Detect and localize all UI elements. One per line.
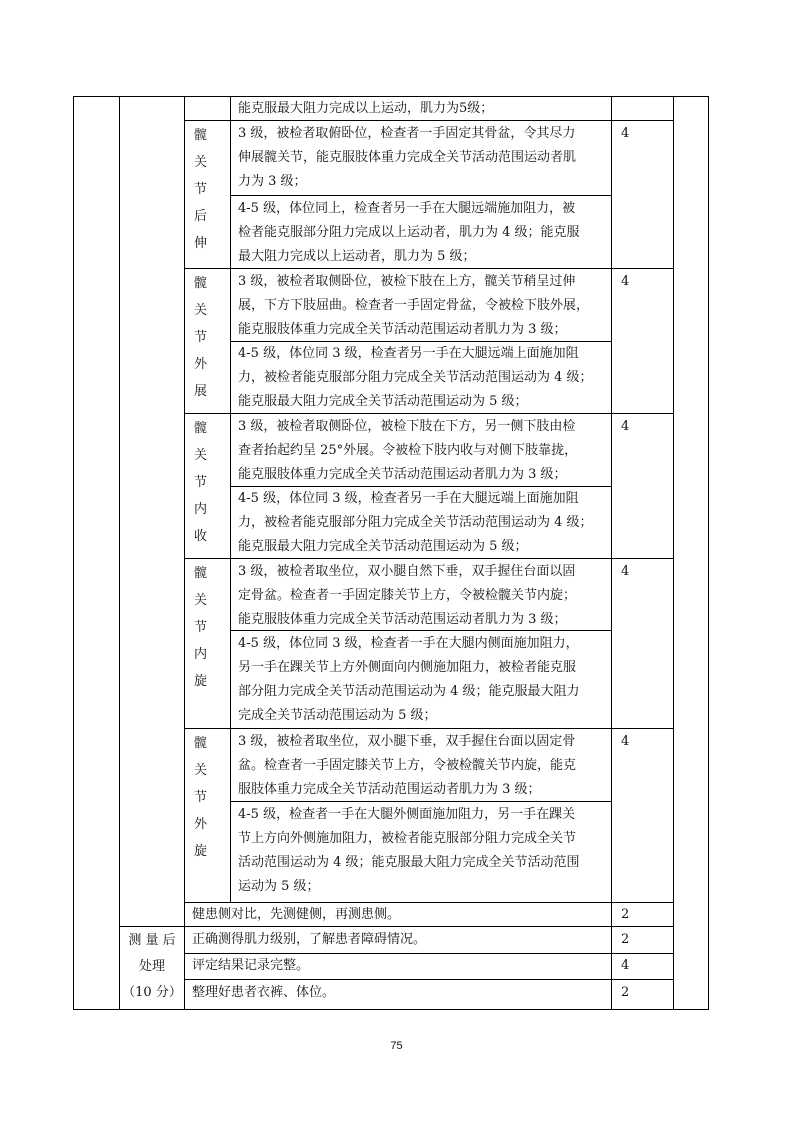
joint-label-hip-external-rotation: 髋关节外旋: [194, 736, 214, 859]
score-cell: 4: [621, 419, 630, 434]
post-item-text: 整理好患者衣裤、体位。: [192, 985, 336, 1000]
criterion-text: 4-5 级，体位同上，检查者另一手在大腿远端施加阻力，被 检者能克服部分阻力完成以上运动者，肌力为 4 级；能克服 最大阻力完成以上运动者，肌力为 5 级；: [238, 201, 580, 264]
score-cell: 4: [621, 734, 630, 749]
col-divider-2: [184, 96, 185, 1010]
compare-row-text: 健患侧对比，先测健侧，再测患侧。: [192, 907, 401, 922]
criterion-text: 4-5 级，体位同 3 级，检查者一手在大腿内侧面施加阻力， 另一手在踝关节上方外侧面向内侧施加阻力，被检者能克服 部分阻力完成全关节活动范围运动为 4 级；能克服最大阻力 完成全关节活动范围运动为 5 级；: [238, 636, 580, 723]
joint-label-hip-internal-rotation: 髋关节内旋: [194, 566, 214, 689]
score-cell: 2: [621, 907, 630, 922]
col-divider-4: [611, 96, 612, 1010]
criterion-text: 能克服最大阻力完成以上运动，肌力为5级；: [238, 101, 494, 116]
joint-label-hip-extension: 髋关节后伸: [194, 128, 214, 251]
criterion-text: 3 级，被检者取俯卧位，检查者一手固定其骨盆，令其尽力 伸展髋关节，能克服肢体重力完成全关节活动范围运动者肌 力为 3 级；: [238, 126, 577, 189]
score-cell: 4: [621, 274, 630, 289]
score-cell: 4: [621, 564, 630, 579]
score-cell: 4: [621, 126, 630, 141]
row-line: [230, 195, 611, 196]
page-number: 75: [390, 1040, 403, 1052]
criterion-text: 4-5 级，体位同 3 级，检查者另一手在大腿远端上面施加阻 力，被检者能克服部分阻力完成全关节活动范围运动为 4 级； 能克服最大阻力完成全关节活动范围运动为 5 级；: [238, 491, 593, 554]
criterion-text: 3 级，被检者取坐位，双小腿下垂，双手握住台面以固定骨 盆。检查者一手固定膝关节上方，令被检髋关节内旋，能克 服肢体重力完成全关节活动范围运动者肌力为 3 级；: [238, 734, 577, 797]
score-cell: 4: [621, 958, 630, 973]
col-divider-1: [119, 96, 120, 1010]
score-cell: 2: [621, 985, 630, 1000]
criterion-text: 4-5 级，检查者一手在大腿外侧面施加阻力，另一手在踝关 节上方向外侧施加阻力，被检者能克服部分阻力完成全关节 活动范围运动为 4 级；能克服最大阻力完成全关节活动范围 运动为 5 级；: [238, 807, 580, 894]
score-cell: 2: [621, 932, 630, 947]
post-item-text: 评定结果记录完整。: [192, 958, 310, 973]
criterion-text: 3 级，被检者取侧卧位，被检下肢在上方，髋关节稍呈过伸 展，下方下肢屈曲。检查者一手固定骨盆，令被检下肢外展， 能克服肢体重力完成全关节活动范围运动者肌力为 3 级；: [238, 274, 590, 337]
col-divider-5: [673, 96, 674, 1010]
joint-label-hip-adduction: 髋关节内收: [194, 421, 214, 544]
row-line: [184, 979, 674, 980]
col-divider-3: [230, 96, 231, 902]
section-label-post-measurement: 测 量 后 处理 （10 分）: [122, 933, 182, 1000]
joint-label-hip-abduction: 髋关节外展: [194, 276, 214, 399]
row-line: [184, 728, 674, 729]
criterion-text: 3 级，被检者取坐位，双小腿自然下垂，双手握住台面以固 定骨盆。检查者一手固定膝关节上方，令被检髋关节内旋； 能克服肢体重力完成全关节活动范围运动者肌力为 3 级；: [238, 564, 577, 627]
criterion-text: 4-5 级，体位同 3 级，检查者另一手在大腿远端上面施加阻 力，被检者能克服部分阻力完成全关节活动范围运动为 4 级； 能克服最大阻力完成全关节活动范围运动为 5 级；: [238, 346, 593, 409]
criterion-text: 3 级，被检者取侧卧位，被检下肢在下方，另一侧下肢由检 查者抬起约呈 25°外展。令被检下肢内收与对侧下肢靠拢， 能克服肢体重力完成全关节活动范围运动者肌力为 3 级；: [238, 419, 578, 482]
post-item-text: 正确测得肌力级别，了解患者障碍情况。: [192, 932, 427, 947]
